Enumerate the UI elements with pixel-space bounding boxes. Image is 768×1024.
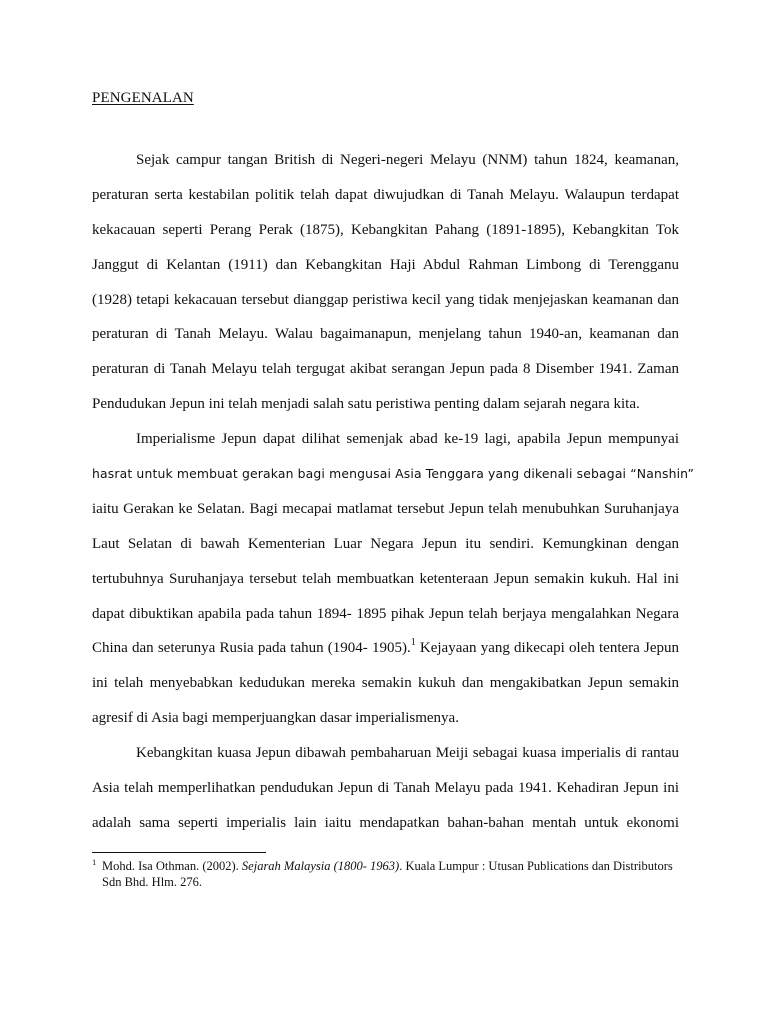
paragraph-line: Janggut di Kelantan (1911) dan Kebangkitan Haji Abdul Rahman Limbong di Terengganu — [92, 256, 679, 273]
paragraph-line: kekacauan seperti Perang Perak (1875), Kebangkitan Pahang (1891-1895), Kebangkitan Tok — [92, 221, 679, 238]
paragraph-line: peraturan di Tanah Melayu telah tergugat akibat serangan Jepun pada 8 Disember 1941. Zaman — [92, 361, 679, 378]
footnote-line: 1 Mohd. Isa Othman. (2002). Sejarah Malaysia (1800- 1963). Kuala Lumpur : Utusan Publications dan Distributors — [92, 857, 673, 873]
footnote-title: Sejarah Malaysia (1800- 1963) — [241, 859, 400, 873]
paragraph-line: (1928) tetapi kekacauan tersebut dianggap peristiwa kecil yang tidak menjejaskan keamanan dan — [92, 291, 679, 308]
paragraph-line: Laut Selatan di bawah Kementerian Luar Negara Jepun itu sendiri. Kemungkinan dengan — [92, 535, 679, 552]
footnote — [92, 858, 692, 890]
footnote-divider — [92, 852, 266, 853]
paragraph-line: hasrat untuk membuat gerakan bagi mengusai Asia Tenggara yang dikenali sebagai “Nanshin” — [92, 466, 695, 482]
paragraph-line: Sejak campur tangan British di Negeri-negeri Melayu (NNM) tahun 1824, keamanan, — [136, 152, 679, 168]
paragraph-line-with-footnote — [92, 638, 679, 673]
section-heading: PENGENALAN — [92, 90, 194, 106]
footnote-line: Sdn Bhd. Hlm. 276. — [102, 875, 203, 889]
paragraph-line: Pendudukan Jepun ini telah menjadi salah satu peristiwa penting dalam sejarah negara kita. — [92, 396, 640, 413]
paragraph-line: tertubuhnya Suruhanjaya tersebut telah membuatkan ketenteraan Jepun semakin kukuh. Hal ini — [92, 570, 679, 587]
paragraph-line: Imperialisme Jepun dapat dilihat semenjak abad ke-19 lagi, apabila Jepun mempunyai — [136, 431, 679, 448]
paragraph-line: peraturan serta kestabilan politik telah dapat diwujudkan di Tanah Melayu. Walaupun terdapat — [92, 186, 679, 203]
paragraph-line: iaitu Gerakan ke Selatan. Bagi mecapai matlamat tersebut Jepun telah menubuhkan Suruhanjaya — [92, 500, 679, 517]
paragraph-line: dapat dibuktikan apabila pada tahun 1894- 1895 pihak Jepun telah berjaya mengalahkan Negara — [92, 605, 679, 622]
line-text: China dan seterunya Rusia pada tahun (1904- 1905). — [92, 640, 411, 657]
footnote-reference[interactable]: 1 — [410, 637, 416, 649]
footnote-author: Mohd. Isa Othman. (2002). — [102, 859, 242, 873]
paragraph-line: adalah sama seperti imperialis lain iaitu mendapatkan bahan-bahan mentah untuk ekonomi — [92, 814, 679, 831]
paragraph-line: agresif di Asia bagi memperjuangkan dasar imperialismenya. — [92, 710, 459, 727]
paragraph-line: peraturan di Tanah Melayu. Walau bagaimanapun, menjelang tahun 1940-an, keamanan dan — [92, 326, 679, 343]
footnote-publisher: . Kuala Lumpur : Utusan Publications dan Distributors — [399, 859, 673, 873]
paragraph-line: Kebangkitan kuasa Jepun dibawah pembaharuan Meiji sebagai kuasa imperialis di rantau — [136, 745, 679, 762]
body-text — [92, 150, 695, 848]
paragraph-line: Asia telah memperlihatkan pendudukan Jepun di Tanah Melayu pada 1941. Kehadiran Jepun ini — [92, 780, 679, 797]
paragraph-line: ini telah menyebabkan kedudukan mereka semakin kukuh dan mengakibatkan Jepun semakin — [92, 675, 679, 692]
line-text-continued: Kejayaan yang dikecapi oleh tentera Jepun — [415, 640, 679, 657]
